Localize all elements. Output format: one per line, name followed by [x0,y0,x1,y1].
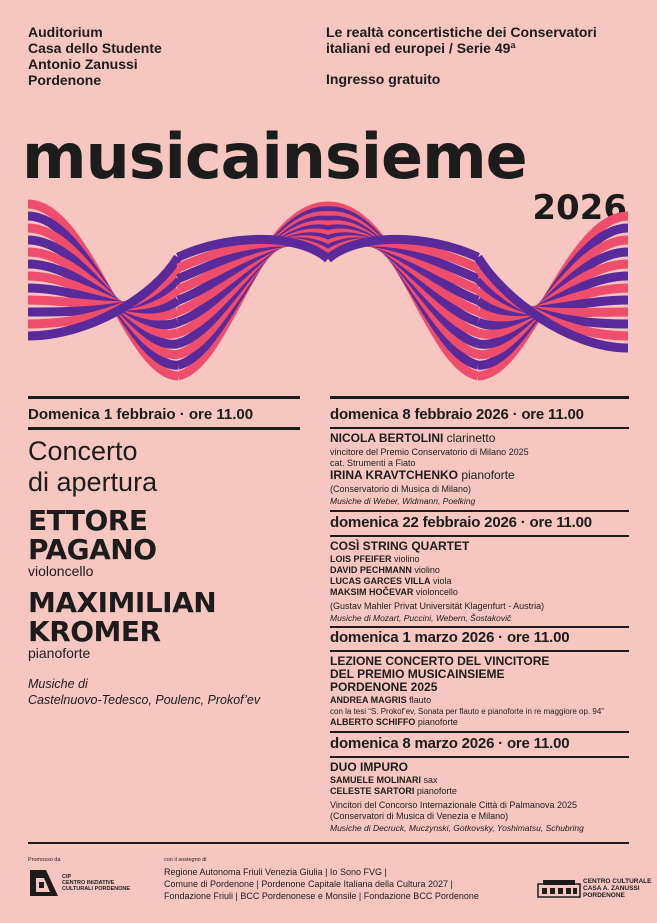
member-name: DAVID PECHMANN [330,565,412,575]
concert-date: domenica 8 marzo 2026 · ore 11.00 [330,735,570,752]
cip-line: CENTRO INIZIATIVE [62,880,115,886]
building-logo-icon [537,878,581,898]
wave-graphic [28,196,628,384]
member-line [330,775,640,786]
program-line: Musiche di Weber, Widmann, Poelking [330,496,476,506]
note-line: (Gustav Mahler Privat Universität Klagenfurt - Austria) [330,601,545,611]
concert-date: domenica 1 marzo 2026 · ore 11.00 [330,629,570,646]
divider [330,510,629,512]
member-instrument: pianoforte [415,717,458,727]
performer-block [28,506,318,579]
performer-line [330,469,515,482]
opening-date: Domenica 1 febbraio · ore 11.00 [28,406,254,423]
concert-date: domenica 22 febbraio 2026 · ore 11.00 [330,514,592,531]
program-line: Castelnuovo-Tedesco, Poulenc, Prokof’ev [28,693,261,707]
note-line: con la tesi “S. Prokof’ev, Sonata per flauto e pianoforte in re maggiore op. 94” [330,707,604,716]
divider [330,396,629,399]
divider [330,650,629,652]
divider [330,626,629,628]
member-instrument: sax [421,775,438,785]
promoted-by-label: Promosso da [28,857,61,863]
venue-line: Casa dello Studente [28,40,162,56]
entry-note: Ingresso gratuito [326,71,441,87]
member-instrument: viola [430,576,452,586]
member-line [330,554,640,565]
performer-name: ETTORE [28,504,148,537]
member-name: LOIS PFEIFER [330,554,392,564]
festival-title: musicainsieme [22,120,527,193]
program-line: Musiche di Decruck, Muczynski, Gotkovsky, Yoshimatsu, Schubring [330,823,584,833]
performer-name: KROMER [28,615,161,648]
cc-line: CENTRO CULTURALE [583,878,652,885]
concert-title-line: LEZIONE CONCERTO DEL VINCITORE [330,654,550,668]
venue-line: Pordenone [28,72,102,88]
cip-line: CIP [62,874,72,880]
series-block [326,24,636,87]
performer-line [330,432,495,445]
cc-line: PORDENONE [583,892,625,899]
venue-block [28,24,162,88]
performer-name: NICOLA BERTOLINI [330,431,444,445]
performer-block [28,588,318,661]
member-instrument: flauto [406,695,432,705]
member-instrument: violoncello [413,587,458,597]
performer-instrument: pianoforte [458,468,515,482]
cc-line: CASA A. ZANUSSI [583,885,640,892]
divider [28,396,300,399]
note-line: vincitore del Premio Conservatorio di Milano 2025 [330,447,529,457]
divider [330,756,629,758]
member-line [330,576,640,587]
member-name: SAMUELE MOLINARI [330,775,421,785]
member-line [330,786,640,797]
member-line [330,695,640,706]
note-line: Vincitori del Concorso Internazionale Città di Palmanova 2025 [330,800,577,810]
sponsor-list [164,866,524,902]
divider [330,427,629,429]
performer-instrument: violoncello [28,563,94,579]
note-line: (Conservatorio di Musica di Milano) [330,484,472,494]
cip-logo-icon [28,866,60,898]
member-instrument: pianoforte [414,786,457,796]
member-instrument: violino [411,565,440,575]
series-line: Le realtà concertistiche dei Conservatori [326,24,597,40]
member-line [330,565,640,576]
series-line: italiani ed europei / Serie 49ª [326,40,516,56]
divider [330,731,629,733]
cip-logo-text [62,874,130,892]
divider [330,535,629,537]
concert-title-line: DEL PREMIO MUSICAINSIEME [330,667,505,681]
sponsor-line: Fondazione Friuli | BCC Pordenonese e Monsile | Fondazione BCC Pordenone [164,891,479,901]
performer-instrument: pianoforte [28,645,91,661]
program-line: Musiche di [28,677,88,691]
festival-year: 2026 [532,188,627,228]
cc-logo-text [583,878,652,899]
member-name: MAKSIM HOČEVAR [330,587,414,597]
member-name: CELESTE SARTORI [330,786,415,796]
sponsor-line: Regione Autonoma Friuli Venezia Giulia | Io Sono FVG | [164,867,387,877]
note-line: cat. Strumenti a Fiato [330,458,416,468]
concert-date: domenica 8 febbraio 2026 · ore 11.00 [330,406,584,423]
performer-name: PAGANO [28,533,157,566]
footer-divider [28,842,629,844]
member-line [330,587,640,598]
venue-line: Auditorium [28,24,103,40]
ensemble-name: DUO IMPURO [330,760,408,774]
opening-title-line: Concerto [28,436,138,466]
sponsor-line: Comune di Pordenone | Pordenone Capitale Italiana della Cultura 2027 | [164,879,453,889]
opening-program [28,676,318,708]
member-name: ANDREA MAGRIS [330,695,407,705]
note-line: (Conservatori di Musica di Venezia e Milano) [330,811,509,821]
concert-title-line: PORDENONE 2025 [330,680,438,694]
performer-name: MAXIMILIAN [28,586,217,619]
divider [28,427,300,430]
performer-name: IRINA KRAVTCHENKO [330,468,458,482]
venue-line: Antonio Zanussi [28,56,138,72]
opening-title-line: di apertura [28,467,158,497]
ensemble-name: COSÌ STRING QUARTET [330,539,470,553]
member-name: LUCAS GARCES VILLA [330,576,431,586]
program-line: Musiche di Mozart, Puccini, Webern, Šostakovič [330,613,512,623]
member-instrument: violino [391,554,420,564]
member-name: ALBERTO SCHIFFO [330,717,416,727]
member-line [330,717,640,728]
supported-by-label: con il sostegno di [164,857,207,863]
opening-title [28,436,298,498]
cip-line: CULTURALI PORDENONE [62,886,131,892]
performer-instrument: clarinetto [443,431,496,445]
